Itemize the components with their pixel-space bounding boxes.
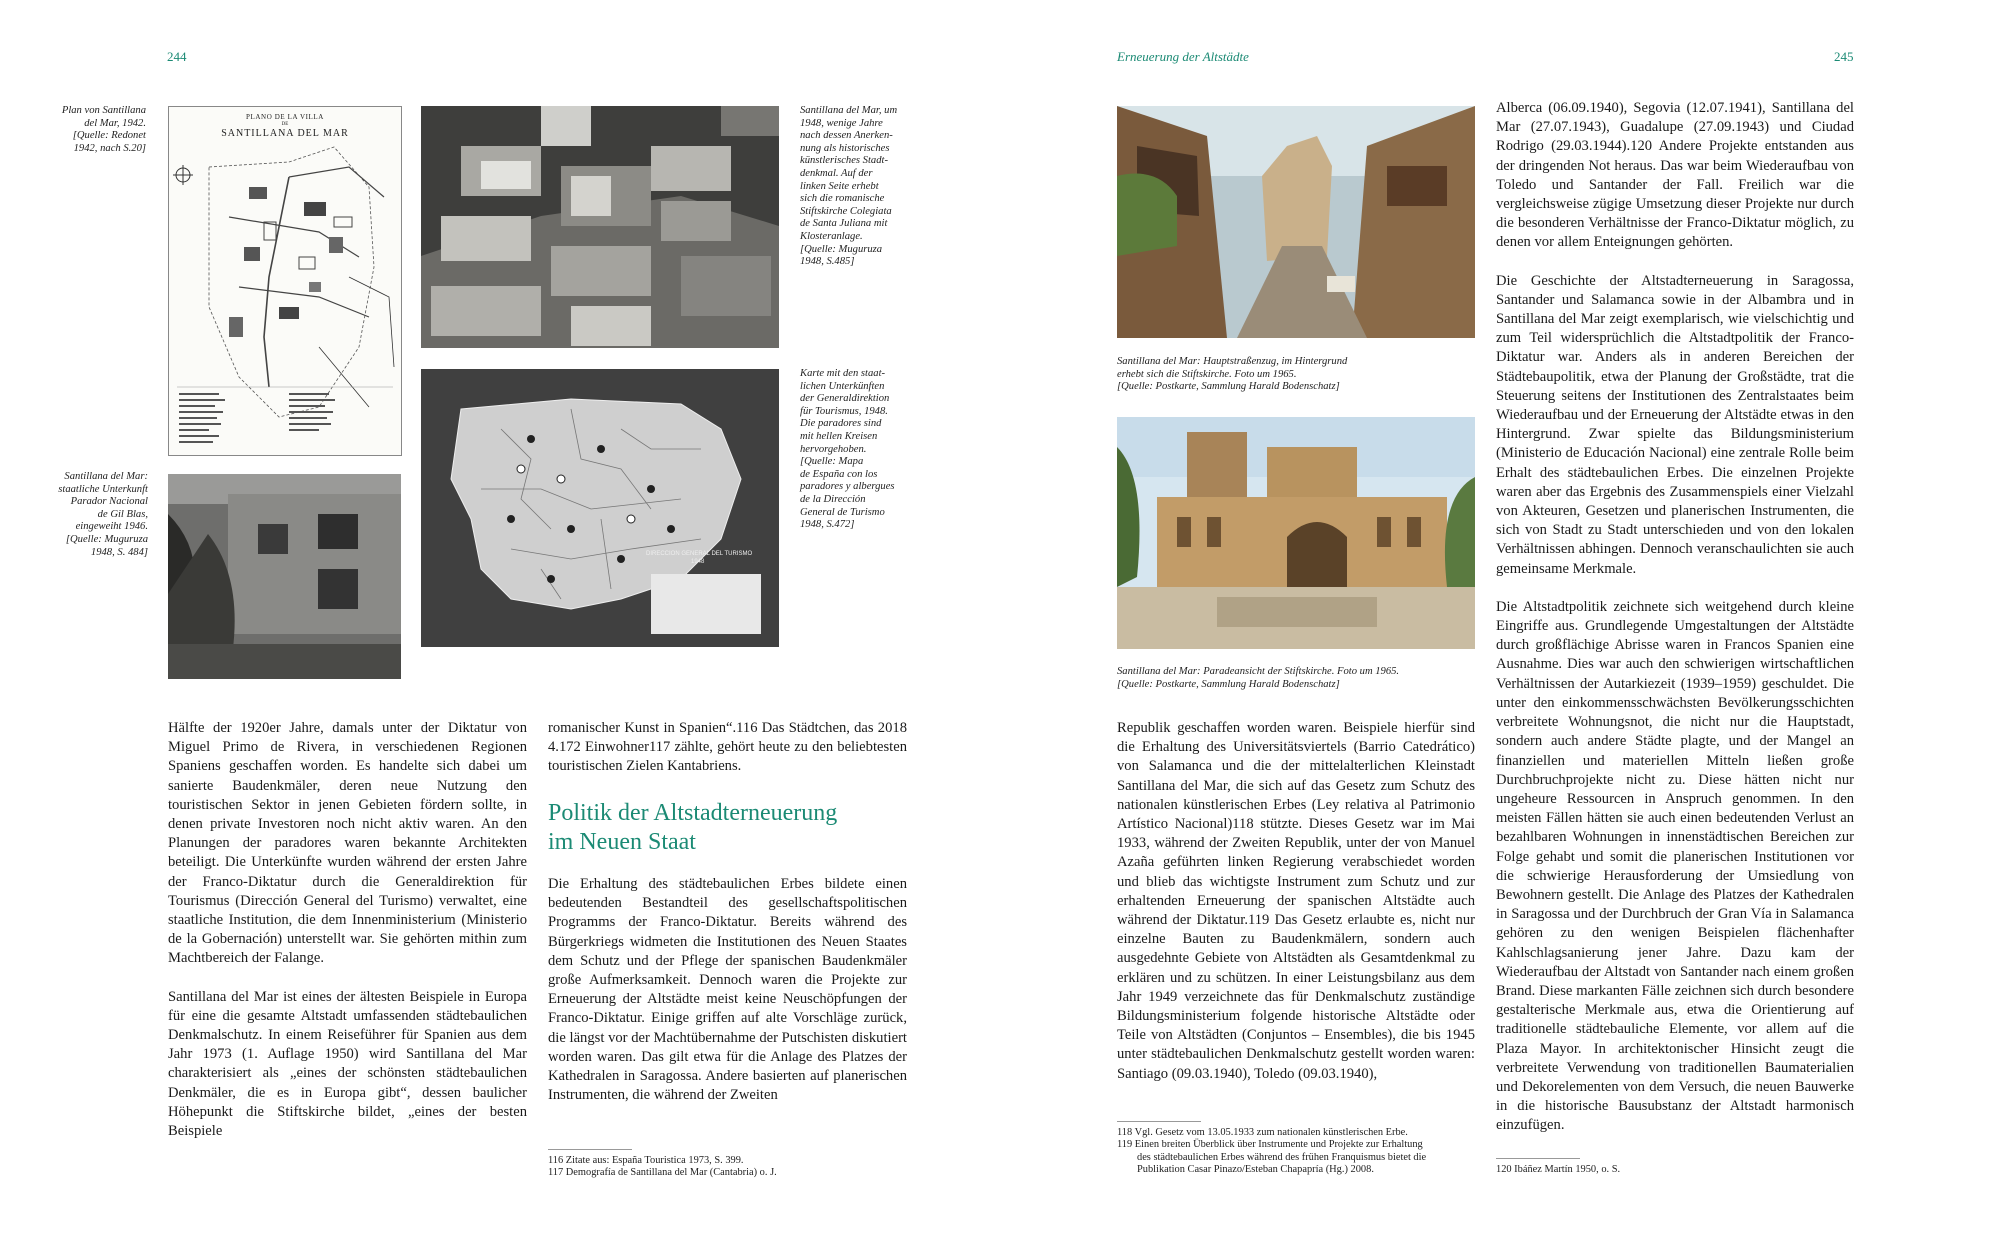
- footnote-rule-right-1: [1117, 1121, 1201, 1122]
- left-page-column-2-body: Die Erhaltung des städtebaulichen Erbes bildete einen bedeutenden Bestandteil des gesellschaftspolitischen Programms der Franco-Diktatur. Bereits während des Bürgerkriegs widmeten die Institutionen des Neuen Staates dem Schutz und der Pflege der spanischen Baudenkmäler große Aufmerksamkeit. Dennoch waren die Projekte zur Erneuerung der Altstädte meist keine Neuschöpfungen der Franco-Diktatur. Einige griffen auf alte Vorschläge zurück, die längst vor der Machtübernahme der Putschisten diskutiert worden waren. Das gilt etwa für die Anlage des Platzes der Kathedralen in Saragossa. Andere basierten auf planerischen Instrumenten, die während der Zweiten: [548, 876, 907, 1104]
- caption-map: Karte mit den staat- lichen Unterkünften der Generaldirektion für Tourismus, 1948. Die paradores sind mit hellen Kreisen hervorgehoben. [Quelle: Mapa de España con los paradores y albergues de la Dirección General de Turismo 1948, S.472]: [800, 368, 895, 531]
- footnotes-right-col2: 120 Ibáñez Martín 1950, o. S.: [1496, 1164, 1621, 1175]
- page-number-left: 244: [167, 49, 187, 64]
- caption-aerial: Santillana del Mar, um 1948, wenige Jahre nach dessen Anerken- nung als historisches künstlerisches Stadt- denkmal. Auf der linken Seite erhebt sich die romanische Stiftskirche Colegiata de Santa Juliana mit Klosteranlage. [Quelle: Muguruza 1948, S.485]: [800, 105, 898, 268]
- caption-church: Santillana del Mar: Paradeansicht der Stiftskirche. Foto um 1965. [Quelle: Postkarte, Sammlung Harald Bodenschatz]: [1117, 666, 1400, 690]
- page-number-right: 245: [1834, 49, 1854, 64]
- church-photo-image: [1117, 417, 1475, 649]
- caption-street: Santillana del Mar: Hauptstraßenzug, im Hintergrund erhebt sich die Stiftskirche. Foto um 1965. [Quelle: Postkarte, Sammlung Harald Bodenschatz]: [1117, 356, 1348, 393]
- plan-santillana-image: PLANO DE LA VILLA DE SANTILLANA DEL MAR: [168, 106, 402, 456]
- section-heading: Politik der Altstadterneuerung im Neuen Staat: [548, 800, 838, 855]
- left-page-column-2-intro: romanischer Kunst in Spanien“.116 Das Städtchen, das 2018 4.172 Einwohner117 zählte, gehört heute zu den beliebtesten touristischen Zielen Kantabriens.: [548, 720, 907, 775]
- spain-map-image: DIRECCION GENERAL DEL TURISMO 1948: [421, 369, 779, 647]
- caption-parador: Santillana del Mar: staatliche Unterkunft Parador Nacional de Gil Blas, eingeweiht 1946. [Quelle: Muguruza 1948, S. 484]: [58, 471, 148, 558]
- parador-photo-image: [168, 474, 401, 679]
- street-photo-image: [1117, 106, 1475, 338]
- footnote-rule-left: [548, 1149, 632, 1150]
- footnotes-left: 116 Zitate aus: España Touristica 1973, S. 399. 117 Demografía de Santillana del Mar (Cantabria) o. J.: [548, 1155, 777, 1179]
- caption-plan: Plan von Santillana del Mar, 1942. [Quelle: Redonet 1942, nach S.20]: [61, 105, 146, 154]
- right-page-column-2: Alberca (06.09.1940), Segovia (12.07.1941), Santillana del Mar (27.07.1943), Guadalupe (27.09.1943) und Ciudad Rodrigo (29.03.1944).120 Andere Projekte entstanden aus der dringenden Not heraus. Das war beim Wiederaufbau von Toledo und Santander der Fall. Freilich war die vergleichsweise zügige Umsetzung dieser Projekte nur durch die besonderen Verhältnisse der Franco-Diktatur möglich, zu denen vor allem Enteignungen gehörten. Die Geschichte der Altstadterneuerung in Saragossa, Santander und Salamanca sowie in der Albambra und in Santillana del Mar zeigt exemplarisch, wie vielschichtig und zum Teil widersprüchlich die Altstadtpolitik der Franco-Diktatur war. Anders als in anderen Bereichen der Städtebaupolitik, etwa der Planung der Großstädte, trat die Steuerung seitens der Institutionen des Zentralstaates beim Wiederaufbau und der Erneuerung der Altstädte etwas in den Hintergrund. Zwar spielte das Bildungsministerium (Ministerio de Educación Nacional) eine zentrale Rolle beim Erhalt des städtebaulichen Erbes. Die einzelnen Projekte waren aber das Ergebnis des Zusammenspiels einer Vielzahl von Akteuren, Gesetzen und planerischen Instrumenten, die sich von Stadt zu Stadt unterschieden und von den lokalen Verhältnissen abhingen. Dennoch veranschaulichten sie auch gemeinsame Merkmale. Die Altstadtpolitik zeichnete sich weitgehend durch kleine Eingriffe aus. Grundlegende Umgestaltungen der Altstädte durch großflächige Abrisse waren in Francos Spanien eine Ausnahme. Dies war auch den schwierigen wirtschaftlichen Verhältnissen der Autarkiezeit (1939–1959) geschuldet. Die unter den einkommensschwächsten Bevölkerungsschichten verbreitete Wohnungsnot, die nicht nur die Hauptstadt, sondern auch andere Städte plagte, und der Mangel an finanziellen und materiellen Mitteln ließen große Durchbruchprojekte nicht zu. Diese hätten nicht nur ungeheure Ressourcen in Anspruch genommen. In den meisten Fällen hätten sie auch einen bedeutenden Verlust an bezahlbaren Wohnungen in innenstädtischen Bereichen zur Folge gehabt und somit die planerischen Institutionen vor die schwierige Herausforderung der Umsiedlung von Bewohnern gestellt. Die Anlage des Platzes der Kathedralen in Saragossa und der Durchbruch der Gran Vía in Salamanca gehören zu den wenigen Beispielen flächenhafter Kahlschlagsanierung jener Jahre. Dazu kam der Wiederaufbau der Altstadt von Santander nach einem großen Brand. Diese markanten Fälle zeichnen sich durch besondere gestalterische Merkmale aus, etwa die Orientierung auf traditionelle städtebauliche Elemente, vor allem auf die Plaza Mayor. In architektonischer Hinsicht zeugt die verbreitete Verwendung von traditionellen Baumaterialien und Dekorelementen von dem Versuch, die neuen Bauwerke in die historische Bausubstanz der Altstadt harmonisch einzufügen.: [1496, 100, 1854, 1134]
- left-page-column-1: Hälfte der 1920er Jahre, damals unter der Diktatur von Miguel Primo de Rivera, in verschiedenen Regionen Spaniens geschaffen worden. Es handelte sich dabei um sanierte Baudenkmäler, deren neue Nutzung den touristischen Sektor in jenen Gebieten fördern sollte, in denen private Investoren noch nicht aktiv waren. An den Planungen der paradores waren bekannte Architekten beteiligt. Die Unterkünfte wurden während der ersten Jahre der Franco-Diktatur durch die Generaldirektion für Tourismus (Dirección General del Turismo) verwaltet, eine staatliche Institution, die dem Innenministerium (Ministerio de la Gobernación) unterstellt war. Sie gehörten mithin zum Machtbereich der Falange. Santillana del Mar ist eines der ältesten Beispiele in Europa für eine die gesamte Altstadt umfassenden städtebaulichen Denkmalschutz. In einem Reiseführer für Spanien aus dem Jahr 1973 (1. Auflage 1950) wird Santillana del Mar charakterisiert als „eines der schönsten städtebaulichen Denkmäler, die es in Europa gibt“, dessen baulicher Höhepunkt die Stiftskirche bildet, „eines der besten Beispiele: [168, 720, 527, 1140]
- aerial-photo-image: [421, 106, 779, 348]
- running-head: Erneuerung der Altstädte: [1117, 49, 1249, 64]
- footnotes-right-col1: 118 Vgl. Gesetz vom 13.05.1933 zum nationalen künstlerischen Erbe. 119 Einen breiten Überblick über Instrumente und Projekte zur Erhaltung des städtebaulichen Erbes während des frühen Franquismus bietet die Publikation Casar Pinazo/Esteban Chapapría (Hg.) 2008.: [1117, 1127, 1427, 1176]
- footnote-rule-right-2: [1496, 1158, 1580, 1159]
- right-page-column-1: Republik geschaffen worden waren. Beispiele hierfür sind die Erhaltung des Universitätsviertels (Barrio Catedrático) von Salamanca und die der mittelalterlichen Kleinstadt Santillana del Mar, die sich auf das Gesetz zum Schutz des nationalen künstlerischen Erbes (Ley relativa al Patrimonio Artístico Nacional)118 stützte. Dieses Gesetz war im Mai 1933, während der Zweiten Republik, unter der von Manuel Azaña geführten linken Regierung verabschiedet worden und blieb das wichtigste Instrument zum Schutz und zur erhaltenden Erneuerung der spanischen Altstädte auch während der Diktatur.119 Das Gesetz erlaubte es, nicht nur einzelne Bauten zu Baudenkmälern, sondern auch ausgedehnte Gebiete von Altstädten als Gesamtdenkmal zu erklären und zu schützen. In einer Leistungsbilanz aus dem Jahr 1949 verzeichnete das für Denkmalschutz zuständige Bildungsministerium folgende historische Altstädte oder Teile von Altstädten (Conjuntos – Ensembles), die bis 1945 unter städtebaulichen Denkmalschutz gestellt worden waren: Santiago (09.03.1940), Toledo (09.03.1940),: [1117, 720, 1475, 1082]
